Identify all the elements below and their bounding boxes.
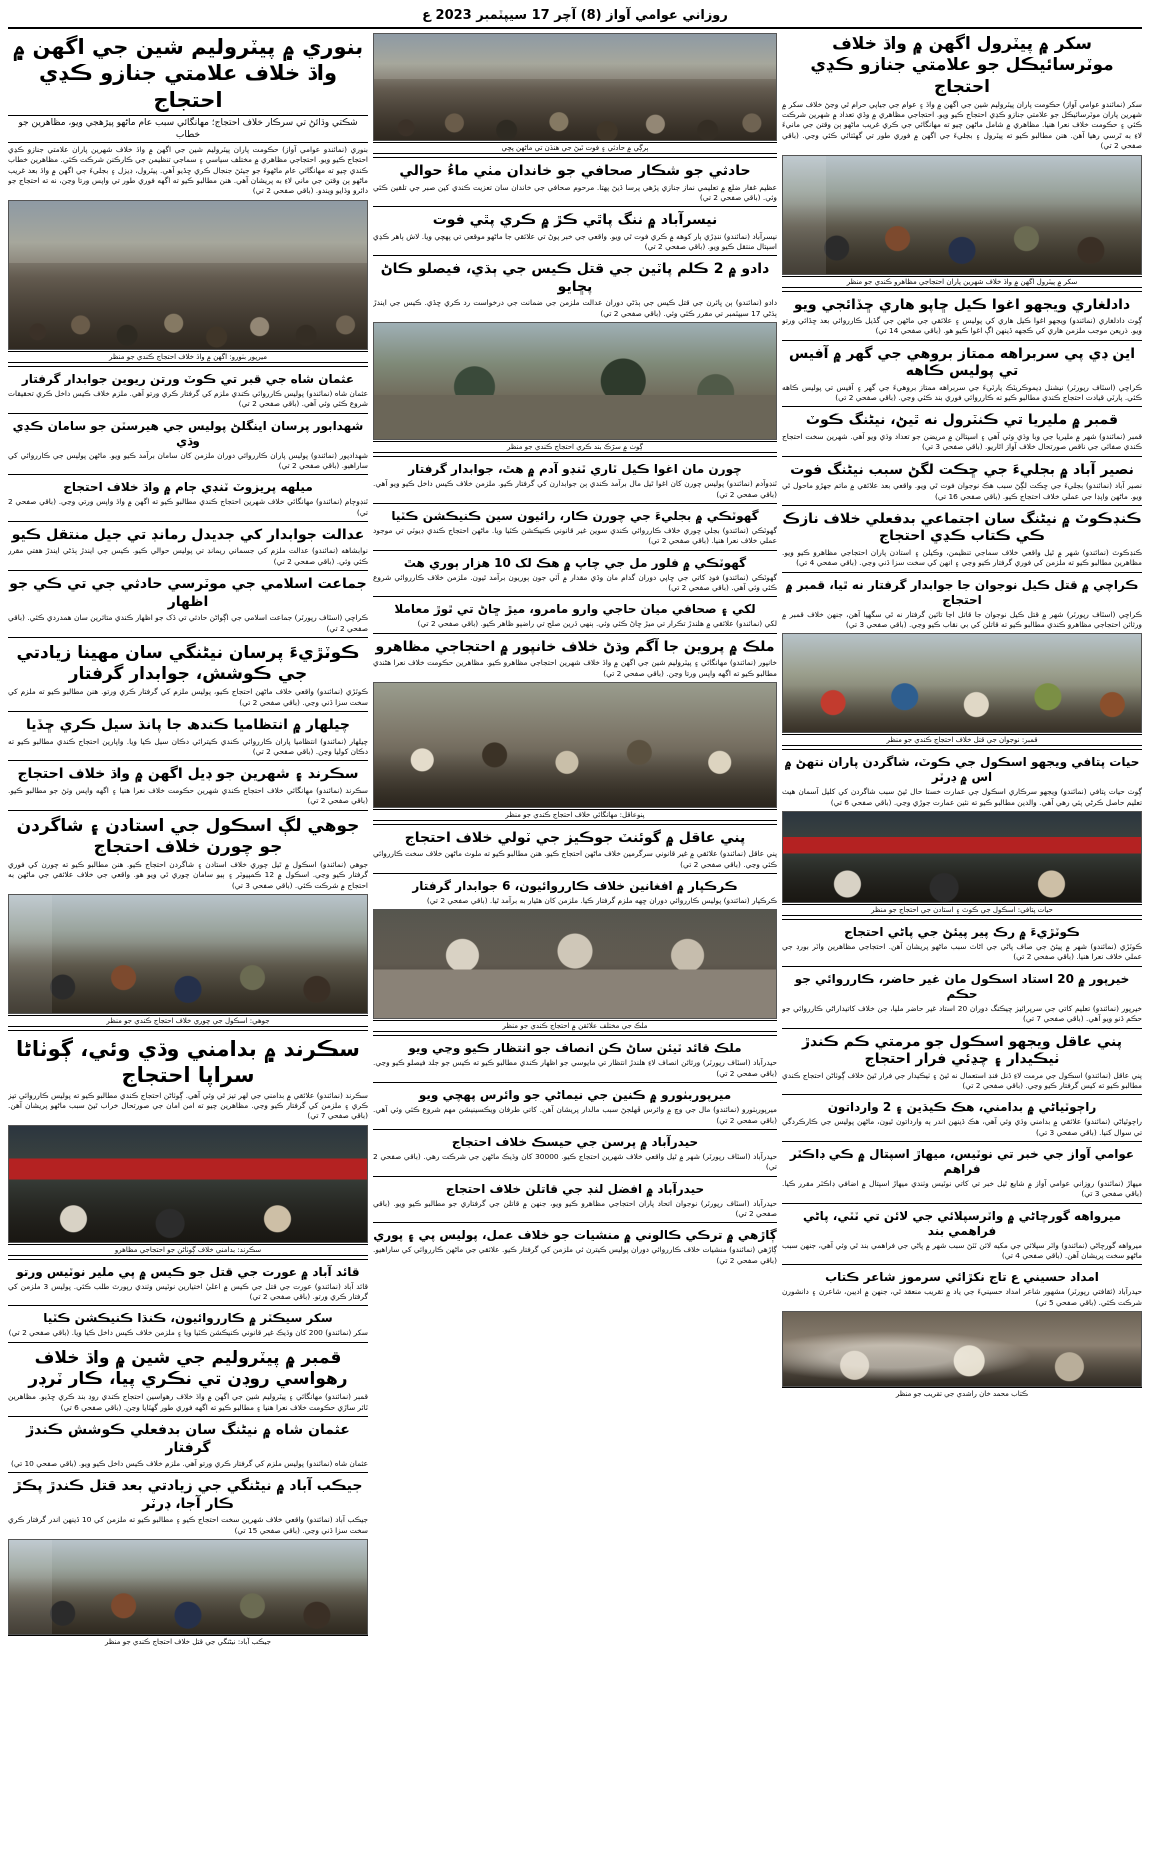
headline: نيسرآباد ۾ ننگ پاٿي ڪڙ ۾ ڪري پٿي فوت xyxy=(432,212,718,229)
article-body: ڳوٺ حيات پتافي (نمائندو) ويجهو سرڪاري اسڪول جي عمارت خستا حال ٿيڻ سبب شاگردن کي کليل آسمان هيٺ تعليم حاصل ڪرڻي پئي رهي آهي. والدين مطالبو ڪيو ته نئين عمارت جوڙي وڃي. (باقي صفحي 6 تي) xyxy=(782,787,1142,807)
article-left-10 xyxy=(8,1035,368,1260)
headline: دادلغاري ويجهو اغوا ڪيل ڇاپو هاري ڇڏائجي ويو xyxy=(793,296,1131,313)
photo-caption: قمبر: نوجوان جي قتل خلاف احتجاج ڪندي جو منظر xyxy=(782,734,1142,746)
article-right-11 xyxy=(782,1099,1142,1142)
article-photo xyxy=(8,200,368,350)
article-left-5 xyxy=(8,575,368,638)
article-body: لکي (نمائندو) علائقي ۾ هلندڙ تڪرار تي ميڙ ڇاڻ ڪئي وئي. ٻنهي ڌرين صلح تي راضپو ظاهر ڪيو. (باقي صفحي 2 تي) xyxy=(417,619,777,629)
article-center-5 xyxy=(373,508,777,551)
article-right-4 xyxy=(782,461,1142,506)
article-center-9 xyxy=(373,829,777,874)
article-right-9 xyxy=(782,971,1142,1029)
photo-caption: حيات پتافي: اسڪول جي ڪوٽ ۽ استادن جي احتجاج جو منظر xyxy=(782,904,1142,916)
article-right-2 xyxy=(782,345,1142,408)
article-lead-right xyxy=(782,33,1142,292)
article-right-5 xyxy=(782,510,1142,573)
headline: ڳاڙهي ۾ ترڪي ڪالوني ۾ منشيات جو خلاف عمل، پوليس پي ۽ پوري xyxy=(373,1228,777,1243)
article-body: ميرپوربٺورو (نمائندو) مال جي وچ ۾ وائرس ڦهلجڻ سبب مالدار پريشان آهن. کاتي طرفان ويڪسينيشن مهم شروع ڪئي وئي آهي. (باقي صفحي 2 تي) xyxy=(373,1105,777,1125)
headline: چيلهار ۾ انتظاميا ڪندھ جا پانڌ سيل ڪري ڇڏيا xyxy=(26,717,350,734)
headline: سکر ۾ پيٽرول اگهن ۾ واڌ خلاف موٽرسائيڪل جو علامتي جنازو ڪڍي احتجاج xyxy=(810,34,1114,97)
column-center xyxy=(373,33,777,1854)
photo-caption: ٻرڳي ۾ حادثي ۽ فوت ٿيڻ جي هنڌن تي ماڻهن پڇي xyxy=(373,142,777,154)
article-left-11 xyxy=(8,1264,368,1307)
headline: گهوٽڪي ۾ بجليءَ جي چورن ڪار، رائيون سين ڪنيڪشن ڪٽيا xyxy=(391,508,759,523)
article-right-14 xyxy=(782,1269,1142,1401)
headline: پني عاقل ويجهو اسڪول جو مرمتي ڪم ڪندڙ ٺيڪيدار ۽ چڍئي فرار احتجاج xyxy=(801,1033,1123,1068)
article-photo xyxy=(373,682,777,808)
headline: امداد حسيني ع تاج نکڙائي سرموز شاعر ڪتاب xyxy=(825,1270,1099,1285)
headline: گهوٽڪي ۾ فلور مل جي چاپ ۾ هڪ لک 10 هزار ٻوري هٿ xyxy=(403,555,747,570)
article-right-13 xyxy=(782,1208,1142,1266)
article-body: نصير آباد (نمائندو) بجليءَ جي ڇڪت لڳڻ سبب هڪ نوجوان فوت ٿي ويو. واقعي بعد علائقي ۾ ماتم جهڙو ماحول ٿي ويو. ماڻهن واپڊا جي عملي خلاف احتجاج ڪيو. (باقي صفحي 16 تي) xyxy=(782,481,1142,501)
headline: حيدرآباد ۾ افضل لنڊ جي قاتلن خلاف احتجاج xyxy=(445,1181,705,1196)
article-body: نوابشاهه (نمائندو) عدالت ملزم کي جسماني ريمانڊ تي پوليس حوالي ڪيو. ڪيس جي ايندڙ ٻڌڻي ايندڙ هفتي مقرر ڪئي وئي. (باقي صفحي 2 تي) xyxy=(8,546,368,566)
headline: ڪراچي ۾ قتل ڪيل نوجوان جا جوابدار گرفتار نه ٿيا، قمبر ۾ احتجاج xyxy=(785,577,1139,607)
article-photo xyxy=(373,33,777,141)
headline: ڪوٽڙيءَ پرسان نيڻنگي سان مهينا زيادتي جي ڪوشش، جوابدار گرفتار xyxy=(16,642,360,685)
headline: قائد آباد ۾ عورت جي قتل جو ڪيس ۾ پي ملير نوٽيس ورتو xyxy=(16,1264,360,1279)
article-body: سڪرند (نمائندو) علائقي ۾ بدامني جي لهر تيز ٿي وئي آهي. ڳوٺاڻن احتجاج ڪندي مطالبو ڪيو ته پوليس ڪارروائي تيز ڪري ۽ ملزمن کي گرفتار ڪيو وڃي. مظاهرين چيو ته امن امان جي صورتحال خراب ٿيڻ سبب ماڻهو پريشان آهن. (باقي صفحي 7 تي) xyxy=(8,1090,368,1121)
article-body: ڳوٺ دادلغاري (نمائندو) ويجهو اغوا ڪيل هاري کي پوليس ۽ علائقي جي ماڻهن جي گڏيل ڪارروائي بعد ڇڏائي ورتو ويو. ذريعن موجب ملزمن هاري کي ڪجهه ڏينهن اڳ اغوا ڪيو هو. (باقي صفحي 14 تي) xyxy=(782,316,1142,336)
headline: دادو ۾ 2 ڪلم پاٽين جي قتل ڪيس جي ٻڌي، فيصلو ڪاڻ پڇايو xyxy=(380,261,770,295)
article-photo xyxy=(782,1311,1142,1387)
headline: پني عاقل ۾ گوئنٽ جوڪيز جي ٽولي خلاف احتجاج xyxy=(404,829,746,846)
article-photo xyxy=(782,811,1142,903)
photo-caption: ڪتاب محمد خان راشدي جي تقريب جو منظر xyxy=(782,1387,1142,1398)
article-left-8 xyxy=(8,765,368,810)
article-body: دادو (نمائندو) ٻن ڀائرن جي قتل ڪيس جي ٻڌڻي دوران عدالت ملزمن جي ضمانت جي درخواست رد ڪري ڇڏي. ڪيس جي ايندڙ ٻڌڻي 17 سيپٽمبر تي مقرر ڪئي وئي. (باقي صفحي 2 تي) xyxy=(373,298,777,318)
headline: ڪنڊڪوٽ ۾ نيڻنگ سان اجتماعي بدفعلي خلاف نازڪ ڪي ڪتاب ڪڍي احتجاج xyxy=(782,510,1142,545)
subheadline: شڪتي وڌائڻ تي سرڪار خلاف احتجاج؛ مهانگائي سبب عام ماڻهو پيڙهجي ويو، مظاهرين جو خطاب xyxy=(8,115,368,143)
article-left-1 xyxy=(8,371,368,414)
headline: جوهي لڳ اسڪول جي استادن ۽ شاگردن جو چورن خلاف احتجاج xyxy=(16,815,360,857)
article-left-13 xyxy=(8,1347,368,1417)
article-body: ڪراچي (اسٽاف رپورٽر) جماعت اسلامي جي اڳواڻن حادثي تي ڏک جو اظهار ڪندي متاثرين سان همدردي ڪئي. (باقي صفحي 2 تي) xyxy=(8,613,368,633)
headline: خيرپور ۾ 20 استاد اسڪول مان غير حاضر، ڪارروائي جو حڪم xyxy=(794,971,1130,1001)
column-right xyxy=(782,33,1142,1854)
headline: ميرواهه گورچاڻي ۾ واٽرسپلائي جي لائن تي ٽٽي، پاڻي فراهمي بند xyxy=(802,1208,1122,1238)
headline: شهدابور پرسان اينگلڻ پوليس جي هيرسٽن جو سامان ڪڍي وڌي xyxy=(12,418,364,448)
headline: سڪرند ۾ بدامني وڌي وئي، ڳوٺاڻا سراپا احتجاج xyxy=(16,1037,360,1088)
article-body: عثمان شاه (نمائندو) پوليس ڪارروائي ڪندي ملزم کي گرفتار ڪري ورتو آهي. ملزم خلاف ڪيس داخل ڪري تحقيقات شروع ڪئي وئي آهي. (باقي صفحي 2 تي) xyxy=(8,388,368,409)
article-left-12 xyxy=(8,1310,368,1342)
article-body: قمبر (نمائندو) شهر ۾ مليريا جي وبا وڌي وئي آهي ۽ اسپتالن ۾ مريضن جو تعداد وڌي ويو آهي. شهرين سخت احتجاج ڪندي صفائي جي ناقص صورتحال خلاف آواز اٿاريو. (باقي صفحي 3 تي) xyxy=(782,431,1142,452)
headline: نصير آباد ۾ بجليءَ جي ڇڪت لگڻ سبب نيڻنگ فوت xyxy=(790,461,1134,478)
article-body: ڪوٽڙي (نمائندو) شهر ۾ پيئڻ جي صاف پاڻي جي اڻاٺ سبب ماڻهو پريشان آهن. احتجاجي مظاهرين واٽر بورڊ جي عملي خلاف نعرا هنيا. (باقي صفحي 2 تي) xyxy=(782,942,1142,962)
headline: جيڪب آباد ۾ نيڻنگي جي زيادتي بعد قتل ڪندڙ پڪڙ ڪار آجا، ڊرٽر xyxy=(13,1478,363,1512)
article-body: ڪنڊڪوٽ (نمائندو) شهر ۾ ٿيل واقعي خلاف سماجي تنظيمن، وڪيلن ۽ استادن پاران احتجاجي مظاهرو ڪيو ويو. مظاهرين مطالبو ڪيو ته ملزمن کي فوري گرفتار ڪيو وڃي ۽ انهن کي سخت سزا ڏني وڃي. (باقي صفحي 4 تي) xyxy=(782,547,1142,568)
photo-caption: جوهي: اسڪول جي چوري خلاف احتجاج ڪندي جو منظر xyxy=(8,1015,368,1027)
article-left-3 xyxy=(8,479,368,522)
article-right-12 xyxy=(782,1146,1142,1204)
headline: سڪرند ۽ شهرين جو ڊيل اگهن ۾ واڌ خلاف احتجاج xyxy=(17,766,359,783)
article-body: ٽنڊوڄام (نمائندو) مهانگائي خلاف شهرين احتجاج ڪندي مطالبو ڪيو ته اگهن ۾ واڌ واپس ورتي وڃي. (باقي صفحي 2 تي) xyxy=(8,497,368,517)
article-center-6 xyxy=(373,555,777,598)
headline: ڪرڪپار ۾ افغانين خلاف ڪارروائيون، 6 جوابدار گرفتار xyxy=(412,879,738,894)
article-right-3 xyxy=(782,411,1142,456)
headline: لکي ۽ صحافي ميان حاجي وارو مامرو، ميڙ ڇاڻ تي ٿوڙ معاملا xyxy=(394,602,756,617)
headline: اين ڊي پي سربراهه ممتاز بروهي جي گهر ۾ آفيس تي پوليس ڪاهه xyxy=(788,345,1136,380)
article-body: ڪراچي (اسٽاف رپورٽر) شهر ۾ قتل ڪيل نوجوان جا قاتل اڃا تائين گرفتار نه ٿي سگهيا آهن، جنهن خلاف قمبر ۾ ورثائن احتجاجي مظاهرو ڪندي مطالبو ڪيو ته قاتلن کي بي نقاب ڪيو وڃي. (باقي صفحي 3 تي) xyxy=(782,609,1142,629)
headline: عثمان شاه جي قبر تي ڪوٽ ورتن ريوين جوابدار گرفتار xyxy=(21,371,355,386)
center-top-photo-block xyxy=(373,33,777,158)
article-body: عثمان شاه (نمائندو) پوليس ملزم کي گرفتار ڪري ورتو آهي. ملزم خلاف ڪيس داخل ڪيو ويو. (باقي صفحي 10 تي) xyxy=(11,1459,368,1469)
article-body: حيدرآباد (اسٽاف رپورٽر) شهر ۾ ٿيل واقعي خلاف شهرين احتجاج ڪيو. 30000 کان وڌيڪ ماڻهن جي شرڪت رهي. (باقي صفحي 2 تي) xyxy=(373,1151,777,1172)
article-body: حيدرآباد (اسٽاف رپورٽر) نوجوان اتحاد پاران احتجاجي مظاهرو ڪيو ويو، جنهن ۾ قاتلن جي گرفتاري جو مطالبو ڪيو ويو. (باقي صفحي 2 تي) xyxy=(373,1198,777,1218)
article-right-8 xyxy=(782,924,1142,967)
article-photo xyxy=(373,909,777,1019)
article-photo xyxy=(8,894,368,1014)
article-body: ڳاڙهي (نمائندو) منشيات خلاف ڪارروائي دوران پوليس ڪيترن ئي ملزمن کي گرفتار ڪيو. علائقي جي ماڻهن ڪارروائي کي ساراهيو. (باقي صفحي 2 تي) xyxy=(373,1245,777,1265)
article-body: ڪراچي (اسٽاف رپورٽر) نيشنل ڊيموڪريٽڪ پارٽيءَ جي سربراهه ممتاز بروهيءَ جي گهر ۽ آفيس تي پوليس ڪاهه ڪئي. پارٽي قيادت احتجاج ڪندي مطالبو ڪيو ته ڪارروائي فوري بند ڪئي وڃي. (باقي صفحي 2 تي) xyxy=(782,382,1142,403)
article-center-12 xyxy=(373,1087,777,1130)
headline: قمبر ۾ پيٽروليم جي شين ۾ واڌ خلاف رهواسي روڊن تي نڪري پيا، ڪار ٽرڊر xyxy=(28,1347,348,1390)
photo-caption: پنوعاقل: مهانگائي خلاف احتجاج ڪندي جو منظر xyxy=(373,809,777,821)
headline: جماعت اسلامي جي موٽرسي حادثي جي تي ڪي جو اظهار xyxy=(9,576,367,610)
article-left-9 xyxy=(8,815,368,1032)
article-right-6 xyxy=(782,577,1142,751)
article-body: سڪرند (نمائندو) مهانگائي خلاف احتجاج ڪندي شهرين حڪومت خلاف نعرا هنيا ۽ اگهه واپس وٺڻ جو مطالبو ڪيو. (باقي صفحي 2 تي) xyxy=(8,785,368,806)
article-body: حيدرآباد (ثقافتي رپورٽر) مشهور شاعر امداد حسينيءَ جي ياد ۾ تقريب منعقد ٿي، جنهن ۾ اديبن، شاعرن ۽ دانشورن شرڪت ڪئي. (باقي صفحي 5 تي) xyxy=(782,1287,1142,1307)
headline: حادثي جو شڪار صحافي جو خاندان مٺي ماءُ حوالي xyxy=(399,163,751,179)
article-photo xyxy=(782,155,1142,275)
headline: بنوري ۾ پيٽروليم شين جي اگهن ۾ واڌ خلاف علامتي جنازو ڪڍي احتجاج xyxy=(12,35,364,112)
article-body: عظيم غفار ضلع ۾ تعليمي نماز جنازي پڙهي پرسا ڏيڻ پهتا. مرحوم صحافي جي خاندان سان تعزيت ڪندي کين صبر جي تلقين ڪئي وئي. (باقي صفحي 2 تي) xyxy=(373,182,777,202)
article-body: گهوٽڪي (نمائندو) فوڊ کاتي جي ڇاپي دوران گدام مان وڏي مقدار ۾ اَٽي جون ٻوريون برآمد ٿيون. ملزمن خلاف ڪارروائي شروع ڪئي وئي آهي. (باقي صفحي 2 تي) xyxy=(373,572,777,592)
photo-caption: ملڪ جي مختلف علائقن ۾ احتجاج ڪندي جو منظر xyxy=(373,1020,777,1032)
headline: عوامي آواز جي خبر تي نوٽيس، ميهاڙ اسپتال ۾ ڪي ڊاڪٽر فراهم xyxy=(789,1146,1135,1176)
article-body: شهدادپور (نمائندو) پوليس پاران ڪارروائي دوران ملزمن کان سامان برآمد ڪيو ويو. ماڻهن پوليس جي ڪارروائي کي ساراهيو. (باقي صفحي 2 تي) xyxy=(8,450,368,470)
article-body: جيڪب آباد (نمائندو) واقعي خلاف شهرين سخت احتجاج ڪيو ۽ مطالبو ڪيو ته ملزمن کي 10 ڏينهن اندر گرفتار ڪري سخت سزا ڏني وڃي. (باقي صفحي 15 تي) xyxy=(8,1515,368,1535)
article-center-1 xyxy=(373,162,777,207)
article-right-7 xyxy=(782,754,1142,920)
photo-caption: ڳوٺ ۾ سڙڪ بند ڪري احتجاج ڪندي جو منظر xyxy=(373,441,777,453)
photo-caption: سکر ۾ پيٽرول اگهن ۾ واڌ خلاف شهرين پاران احتجاجي مظاهرو ڪندي جو منظر xyxy=(782,276,1142,288)
headline: چورن مان اغوا ڪيل ٽاري ٽنڊو آدم ۾ هٿ، جوابدار گرفتار xyxy=(408,462,742,477)
headline: عدالت جوابدار کي جديدل رمانڊ تي جيل منتقل ڪيو xyxy=(11,526,365,543)
article-center-3 xyxy=(373,260,777,457)
photo-caption: جيڪب آباد: نيڻنگي جي قتل خلاف احتجاج ڪندي جو منظر xyxy=(8,1635,368,1646)
photo-caption: سڪرند: بدامني خلاف ڳوٺاڻن جو احتجاجي مظاهرو xyxy=(8,1244,368,1256)
page-body xyxy=(8,29,1142,1854)
article-body: قائد آباد (نمائندو) عورت جي قتل جي ڪيس ۾ اعليٰ اختيارين نوٽيس وٺندي رپورٽ طلب ڪئي. پوليس 3 ملزمن کي گرفتار ڪري ورتو. (باقي صفحي 2 تي) xyxy=(8,1281,368,1302)
article-right-1 xyxy=(782,296,1142,341)
article-center-7 xyxy=(373,601,777,633)
article-photo xyxy=(8,1539,368,1635)
article-body: ميرواهه گورچاڻي (نمائندو) واٽر سپلائي جي مکيه لائن ٽٽڻ سبب شهر ۾ پاڻي جي فراهمي بند ٿي وئي آهي، جنهن سبب ماڻهو سخت پريشان آهن. (باقي صفحي 4 تي) xyxy=(782,1240,1142,1261)
headline: سکر سيڪٽر ۾ ڪارروائيون، ڪنڌا ڪنيڪشن ڪٽيا xyxy=(43,1311,333,1326)
headline: حيدرآباد ۾ پرسن جي حيسڪ خلاف احتجاج xyxy=(451,1134,699,1149)
article-left-6 xyxy=(8,642,368,712)
article-center-4 xyxy=(373,461,777,504)
article-center-8 xyxy=(373,638,777,825)
article-left-4 xyxy=(8,526,368,571)
headline: ملڪ قائد ٽيئن ساڻ ڪن انصاف جو انتظار ڪيو وڃي ويو xyxy=(408,1041,742,1056)
column-left xyxy=(8,33,368,1854)
headline: عثمان شاه ۾ نيڻنگ سان بدفعلي ڪوشش ڪندڙ گرفتار xyxy=(26,1422,350,1456)
article-body: ڪرڪپار (نمائندو) پوليس ڪارروائي دوران ڇهه ملزم گرفتار ڪيا. ملزمن کان هٿيار به برآمد ٿيا. (باقي صفحي 2 تي) xyxy=(426,896,777,906)
article-left-14 xyxy=(8,1421,368,1473)
article-body: ڪوٽڙي (نمائندو) واقعي خلاف ماڻهن احتجاج ڪيو، پوليس ملزم کي گرفتار ڪري ورتو. هنن مطالبو ڪيو ته ملزم کي سخت سزا ڏني وڃي. (باقي صفحي 2 تي) xyxy=(8,687,368,707)
article-lead-left xyxy=(8,33,368,367)
article-body: راڄوٽياڻي (نمائندو) علائقي ۾ بدامني وڌي وئي آهي، هڪ ڏينهن اندر ٻه وارداتون ٿيون، ماڻهن پوليس جي ڪارڪردگي تي سوال کنيا. (باقي صفحي 3 تي) xyxy=(782,1117,1142,1137)
headline: حيات پتافي ويجهو اسڪول جي ڪوٽ، شاگردن پاران نتهڻ ۾ اس ۾ ڊرٽر xyxy=(784,755,1140,785)
article-body: پني عاقل (نمائندو) اسڪول جي مرمت لاءِ ڏنل فنڊ استعمال نه ٿيڻ ۽ ٺيڪيدار جي فرار ٿيڻ خلاف ڳوٺاڻن احتجاج ڪندي مطالبو ڪيو ته کيس گرفتار ڪيو وڃي. (باقي صفحي 2 تي) xyxy=(782,1070,1142,1090)
headline: ميرپوربٺورو ۾ ڪنين جي نيماڻي جو وائرس پهچي ويو xyxy=(418,1088,732,1103)
photo-caption: ميرپور بٺورو: اگهن ۾ واڌ خلاف احتجاج ڪندي جو منظر xyxy=(8,351,368,363)
article-body: ٽنڊوآدم (نمائندو) پوليس چورن کان اغوا ٿيل مال برآمد ڪندي ٻن جوابدارن کي گرفتار ڪيو. ملزمن خلاف ڪيس داخل ڪيو ويو آهي. (باقي صفحي 2 تي) xyxy=(373,479,777,499)
article-right-10 xyxy=(782,1033,1142,1096)
article-center-11 xyxy=(373,1040,777,1083)
article-body: حيدرآباد (اسٽاف رپورٽر) ورثائن انصاف لاءِ هلندڙ انتظار تي مايوسي جو اظهار ڪندي مطالبو ڪيو ته ڪيس جو جلد فيصلو ڪيو وڃي. (باقي صفحي 2 تي) xyxy=(373,1058,777,1078)
article-center-2 xyxy=(373,211,777,256)
article-body: ميهاڙ (نمائندو) روزاني عوامي آواز ۾ شايع ٿيل خبر تي کاتي نوٽيس وٺندي ميهاڙ اسپتال ۾ اضافي ڊاڪٽر مقرر ڪيا. (باقي صفحي 3 تي) xyxy=(782,1178,1142,1199)
article-left-2 xyxy=(8,418,368,476)
article-center-10 xyxy=(373,878,777,1036)
article-body: خانپور (نمائندو) مهانگائي ۽ پيٽروليم شين جي اگهن ۾ واڌ خلاف شهرين احتجاجي مظاهرو ڪيو. مظاهرين حڪومت خلاف نعرا هڻندي مطالبو ڪيو ته اگهه واپس ورتا وڃن. (باقي صفحي 2 تي) xyxy=(373,658,777,678)
article-body: چيلهار (نمائندو) انتظاميا پاران ڪارروائي ڪندي ڪيترائي دڪان سيل ڪيا ويا. واپارين احتجاج ڪندي مطالبو ڪيو ته دڪان کوليا وڃن. (باقي صفحي 2 تي) xyxy=(8,736,368,756)
article-left-15 xyxy=(8,1477,368,1649)
headline: ميلهه پريزوٽ ٽنڊي ڄام ۾ واڌ خلاف احتجاج xyxy=(63,480,313,495)
headline: قمبر ۾ مليريا تي ڪنٽرول نه ٿيڻ، نيڻنگ ڪوٽ xyxy=(805,412,1119,429)
article-body: قمبر (نمائندو) مهانگائي ۽ پيٽروليم شين جي اگهن ۾ واڌ خلاف رهواسين احتجاج ڪندي روڊ بند ڪري ڇڏيو. مظاهرين ٽائر ساڙي حڪومت خلاف نعرا هنيا ۽ مطالبو ڪيو ته اگهه فوري طور گهٽايا وڃن. (باقي صفحي 6 تي) xyxy=(8,1392,368,1412)
article-body: پني عاقل (نمائندو) علائقي ۾ غير قانوني سرگرمين خلاف ماڻهن احتجاج ڪيو. هنن مطالبو ڪيو ته ملوث ماڻهن خلاف سخت ڪارروائي ڪئي وڃي. (باقي صفحي 2 تي) xyxy=(373,849,777,869)
article-center-14 xyxy=(373,1181,777,1224)
headline: راڄوٽياڻي ۾ بدامني، هڪ ڪيڌين ۽ 2 وارداتون xyxy=(827,1100,1097,1115)
article-body: جوهي (نمائندو) اسڪول ۾ ٿيل چوري خلاف استادن ۽ شاگردن احتجاج ڪيو. هنن مطالبو ڪيو ته چورن کي فوري گرفتار ڪيو وڃي. اسڪول ۾ 12 ڪمپيوٽر ۽ ٻيو سامان چوري ٿي ويو هو. واقعي جي خلاف علائقي جي ماڻهن به احتجاج ۾ شرڪت ڪئي. (باقي صفحي 3 تي) xyxy=(8,860,368,890)
article-photo xyxy=(8,1125,368,1243)
article-photo xyxy=(373,322,777,440)
article-photo xyxy=(782,633,1142,733)
article-center-13 xyxy=(373,1134,777,1177)
article-body: خيرپور (نمائندو) تعليم کاتي جي سرپرائيز چيڪنگ دوران 20 استاد غير حاضر مليا، جن خلاف کاتيداراڻي ڪارروائي جو حڪم ڏنو ويو آهي. (باقي صفحي 7 تي) xyxy=(782,1003,1142,1024)
article-body: سکر (نمائندو عوامي آواز) حڪومت پاران پيٽروليم شين جي اگهن ۾ واڌ ۽ عوام جي جياپي حرام ٿي وڃڻ خلاف سکر ۾ شهرين پاران موٽرسائيڪل جو علامتي جنازو ڪڍي احتجاج ڪيو ويو. احتجاجي مظاهري ۾ وڏي تعداد ۾ شهرين شرڪت ڪئي ۽ حڪومت خلاف نعرا هنيا. مظاهري ۾ شامل ماڻهن چيو ته مهانگائي جي ڪري غريب ماڻهو ٻن وقتن جي مانيءَ لاءِ به تَرسي رهيا آهن. هنن مطالبو ڪيو ته پيٽرول ۽ بجليءَ جي اگهن ۾ فوري طور تي گهٽتائي ڪئي وڃي. (باقي صفحي 2 تي) xyxy=(782,99,1142,151)
article-body: سکر (نمائندو) 200 کان وڌيڪ غير قانوني ڪنيڪشن ڪٽيا ويا ۽ ملزمن خلاف ڪيس داخل ڪيا ويا. (باقي صفحي 2 تي) xyxy=(8,1328,368,1338)
headline: ملڪ ۾ پروين جا آگم وڌڻ خلاف خانپور ۾ احتجاجي مظاهرو xyxy=(375,638,775,655)
article-left-7 xyxy=(8,716,368,761)
article-body: گهوٽڪي (نمائندو) بجلي چوري خلاف ڪارروائي ڪندي سوين غير قانوني ڪنيڪشن ڪٽيا ويا. ماڻهن احتجاج ڪندي ڊيوٽي تي موجود عملي خلاف نعرا هنيا. (باقي صفحي 2 تي) xyxy=(373,525,777,546)
article-center-15 xyxy=(373,1227,777,1269)
headline: ڪوٽڙيءَ ۾ رڪ پير پيئڻ جي پاڻي احتجاج xyxy=(844,925,1080,940)
masthead: روزاني عوامي آواز (8) آچر 17 سيپٽمبر 2023 ع xyxy=(8,6,1142,29)
article-body: بنوري (نمائندو عوامي آواز) حڪومت پاران پيٽروليم شين جي اگهن ۾ واڌ خلاف شهرين پاران علامتي جنازو ڪڍي احتجاج ڪيو ويو. احتجاجي مظاهري ۾ مختلف سياسي ۽ سماجي تنظيمن جي ڪارڪنن شرڪت ڪئي. مظاهرين خطاب ڪندي چيو ته مهانگائي عام ماڻهوءَ جو جيئڻ جنجال ڪري ڇڏيو آهي. پيٽرول، ڊيزل ۽ بجليءَ جي اگهن ۾ واڌ بعد غريب ماڻهو ٻن وقتن جي ماني لاءِ به پريشان آهي. هنن مطالبو ڪيو ته اگهه فوري طور تي واپس ورتا وڃن، نه ته احتجاج جو دائرو وڌايو ويندو. (باقي صفحي 2 تي) xyxy=(8,145,368,196)
article-body: نيسرآباد (نمائندو) ننڍڙي ٻار کوهه ۾ ڪري فوت ٿي ويو. واقعي جي خبر پوڻ تي علائقي جا ماڻهو موقعي تي پهچي ويا. لاش ٻاهر ڪڍي اسپتال منتقل ڪيو ويو. (باقي صفحي 2 تي) xyxy=(373,231,777,252)
